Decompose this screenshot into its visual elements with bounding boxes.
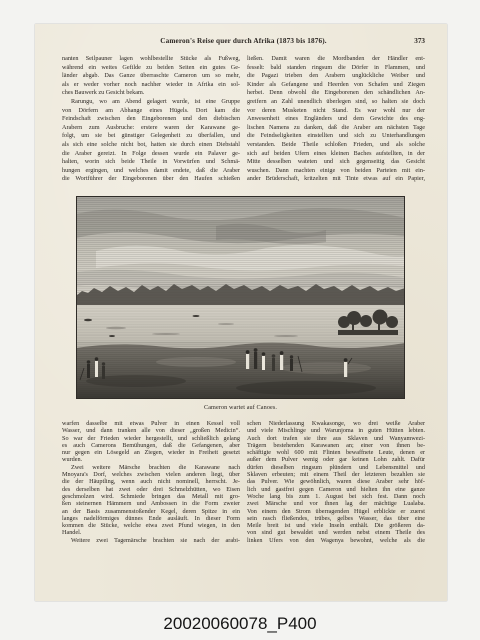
text-line: kommen die Stücke, welche etwa zwei Pfund wiegen, in den: [62, 522, 240, 530]
engraving-illustration: [76, 196, 405, 399]
text-line: Meile breit ist und viele Inseln enthält. Die größeren da-: [247, 522, 425, 530]
text-line: herbei. Denn obwohl die Eingeborenen den schändlichen An-: [247, 89, 425, 97]
text-line: Weitere zwei Tagemärsche brachten sie nach der arabi-: [71, 536, 240, 544]
text-line: halten, worin sich beide Theile in Vorwürfen und Schmä-: [62, 158, 240, 166]
paragraph: [62, 98, 240, 184]
text-line: Rarungu, wo am Abend gelagert wurde, ist eine Gruppe: [71, 97, 240, 105]
paragraph: [62, 537, 240, 544]
text-line: das Pulver. Wie gewöhnlich, waren diese Araber sehr höf-: [247, 478, 425, 486]
text-line: Sklaven erbeuten; mit einem Theil der letzteren bezahlen sie: [247, 471, 425, 479]
text-line: warfen dasselbe mit etwas Pulver in einen Kessel voll: [62, 420, 240, 427]
text-line: Arabern zum Ausbruche: erstere waren der Karawane ge-: [62, 123, 240, 131]
text-line: von sind gut bewaldet und werden nebst einem Theile des: [247, 529, 425, 537]
text-line: So war der Frieden wieder hergestellt, und schließlich gelang: [62, 434, 240, 442]
text-line: Zwei weitere Märsche brachten die Karawane nach: [71, 463, 240, 471]
text-line: die Feindseligkeiten einstellten und sich zu Unterhandlungen: [247, 132, 425, 140]
text-line: Mnoyara's Dorf, welches zwischen vielen anderen liegt, über: [62, 471, 240, 479]
scan-identifier-label: 20020060078_P400: [163, 614, 317, 633]
text-line: vor deren Musketen nicht Stand. Es war wohl nur der: [247, 106, 425, 114]
text-column-top-left: [62, 55, 240, 184]
text-line: während ein weites Gefilde zu beiden Seiten ein gutes Ge-: [62, 63, 240, 71]
text-line: außer dem Pulver wenig oder gar keinen Lohn zahlt. Dafür: [247, 456, 425, 464]
text-line: als er weder vorher noch nachher wieder in Afrika ein sol-: [62, 80, 240, 88]
text-line: Anwesenheit eines Engländers und dem Gewichte des eng-: [247, 115, 425, 123]
text-line: geschmolzen wird. Schmiede bringen das Metall mit gro-: [62, 492, 240, 500]
text-line: Mitte desselben wateten und sich gegenseitig das Gesicht: [247, 158, 425, 166]
text-line: Woche lang bis zum 1. August bei sich fest. Dann noch: [247, 492, 425, 500]
text-line: als sich eine solche nicht bot, hatten sie durch einen Diebstahl: [62, 140, 240, 148]
text-line: Auch dort trafen sie ihre aus Sklaven und Wanyamwezi-: [247, 434, 425, 442]
text-line: verstanden. Beide Theile schloßen Frieden, und als solche: [247, 140, 425, 148]
text-line: wurden.: [62, 456, 83, 464]
paragraph: [247, 420, 425, 544]
paragraph: [62, 55, 240, 98]
sky-hatching: [76, 196, 405, 298]
text-line: Von einem den Strom überragenden Hügel erblickte er zuerst: [247, 507, 425, 515]
text-line: und viele Mischlinge und Warunjoma in guten Hütten lebten.: [247, 427, 425, 435]
text-column-top-right: [247, 55, 425, 184]
text-line: Trägern bestehenden Karawanen an; einer von ihnen be-: [247, 441, 425, 449]
text-line: ches Bauwerk zu Gesicht bekam.: [62, 89, 145, 97]
text-line: an der Basis zusammenstoßender Kegel, deren Spitze in ein: [62, 507, 240, 515]
text-line: die Pagazi trieben den Arabern unglückliche Weiber und: [247, 72, 425, 80]
paragraph: [247, 55, 425, 184]
text-line: hungen ergingen, und welches damit endete, daß die Araber: [62, 166, 240, 174]
text-line: fesselt: bald standen ringsum die Dörfer in Flammen, und: [247, 63, 425, 71]
text-line: es auch Camerons Bemühungen, daß die Gefangenen, aber: [62, 441, 240, 449]
text-line: folgt, um sie bei günstiger Gelegenheit zu überfallen, und: [62, 132, 240, 140]
text-line: die der Häuptling, wenn auch nicht nominell, herrscht. Je-: [62, 478, 240, 486]
text-line: die Wortführer der Eingeborenen über den Haufen schießen: [62, 175, 240, 183]
shore-hatching: [76, 342, 405, 399]
text-line: die Araber gereizt. In Folge dessen wurde ein Palaver ge-: [62, 149, 240, 157]
text-line: ander Brüderschaft, kritzelten mit Tinte etwas auf ein Papier,: [247, 175, 425, 183]
paragraph: [62, 464, 240, 537]
text-line: langes nadelförmiges dünnes Ende ausläuft. In dieser Form: [62, 514, 240, 522]
text-line: nur gegen ein Lösegeld an Ziegen, wieder in Freiheit gesetzt: [62, 449, 240, 457]
text-line: ßen steinernen Hämmern und Ambossen in die Form zweier: [62, 500, 240, 508]
treeline-hatching: [76, 284, 405, 307]
text-column-bottom-left: [62, 420, 240, 544]
text-line: ließen. Damit waren die Mordbanden der Händler ent-: [247, 55, 425, 62]
text-line: lich und gastfrei gegen Cameron und hielten ihn eine ganze: [247, 485, 425, 493]
running-title: Cameron's Reise quer durch Afrika (1873 bis 1876).: [160, 37, 327, 45]
text-line: sich auf beiden Ufern eines kleinen Baches aufstellten, in der: [247, 149, 425, 157]
text-line: von Dörfern am Abhange eines Hügels. Dort kam die: [62, 106, 240, 114]
text-line: sein rasch fließendes, trübes, gelbes Wasser, das über eine: [247, 514, 425, 522]
text-line: länder abgab. Das Ganze überraschte Cameron um so mehr,: [62, 72, 240, 80]
text-line: wuschen. Dann machten einige von beiden Parteien mit ein-: [247, 166, 425, 174]
text-line: schen Niederlassung Kwakasonge, wo drei weiße Araber: [247, 420, 425, 427]
text-line: des derselben hat zwei oder drei Schmelzhütten, wo Eisen: [62, 485, 240, 493]
text-line: Handel.: [62, 529, 82, 537]
paragraph: [62, 420, 240, 464]
text-line: schäftigte wohl 600 mit Flinten bewaffnete Leute, denen er: [247, 449, 425, 457]
illustration-caption: Cameron wartet auf Canoes.: [203, 404, 278, 411]
text-line: Wasser, und dann tranken alle von dieser „großen Medicin“.: [62, 427, 240, 435]
text-line: dürfen dieselben ringsum plündern und Lebensmittel und: [247, 463, 425, 471]
text-line: greifern an Zahl unendlich überlegen sind, so halten sie doch: [247, 97, 425, 105]
text-line: nanten Seilpauner lagen wohlbestellte Stücke als Fußweg,: [62, 55, 240, 62]
text-column-bottom-right: [247, 420, 425, 544]
text-line: linken Ufers von den Wagenya bewohnt, welche als die: [247, 536, 425, 544]
text-line: lischen Namens zu danken, daß die Araber am nächsten Tage: [247, 123, 425, 131]
text-line: zwei Märsche und vor ihnen lag der mächtige Lualaba.: [247, 500, 425, 508]
text-line: Kinder als Gefangene und Heerden von Schafen und Ziegen: [247, 80, 425, 88]
running-head: [62, 37, 425, 47]
text-line: Feindschaft zwischen den Eingeborenen und den diebischen: [62, 115, 240, 123]
page-number: 373: [414, 37, 425, 45]
